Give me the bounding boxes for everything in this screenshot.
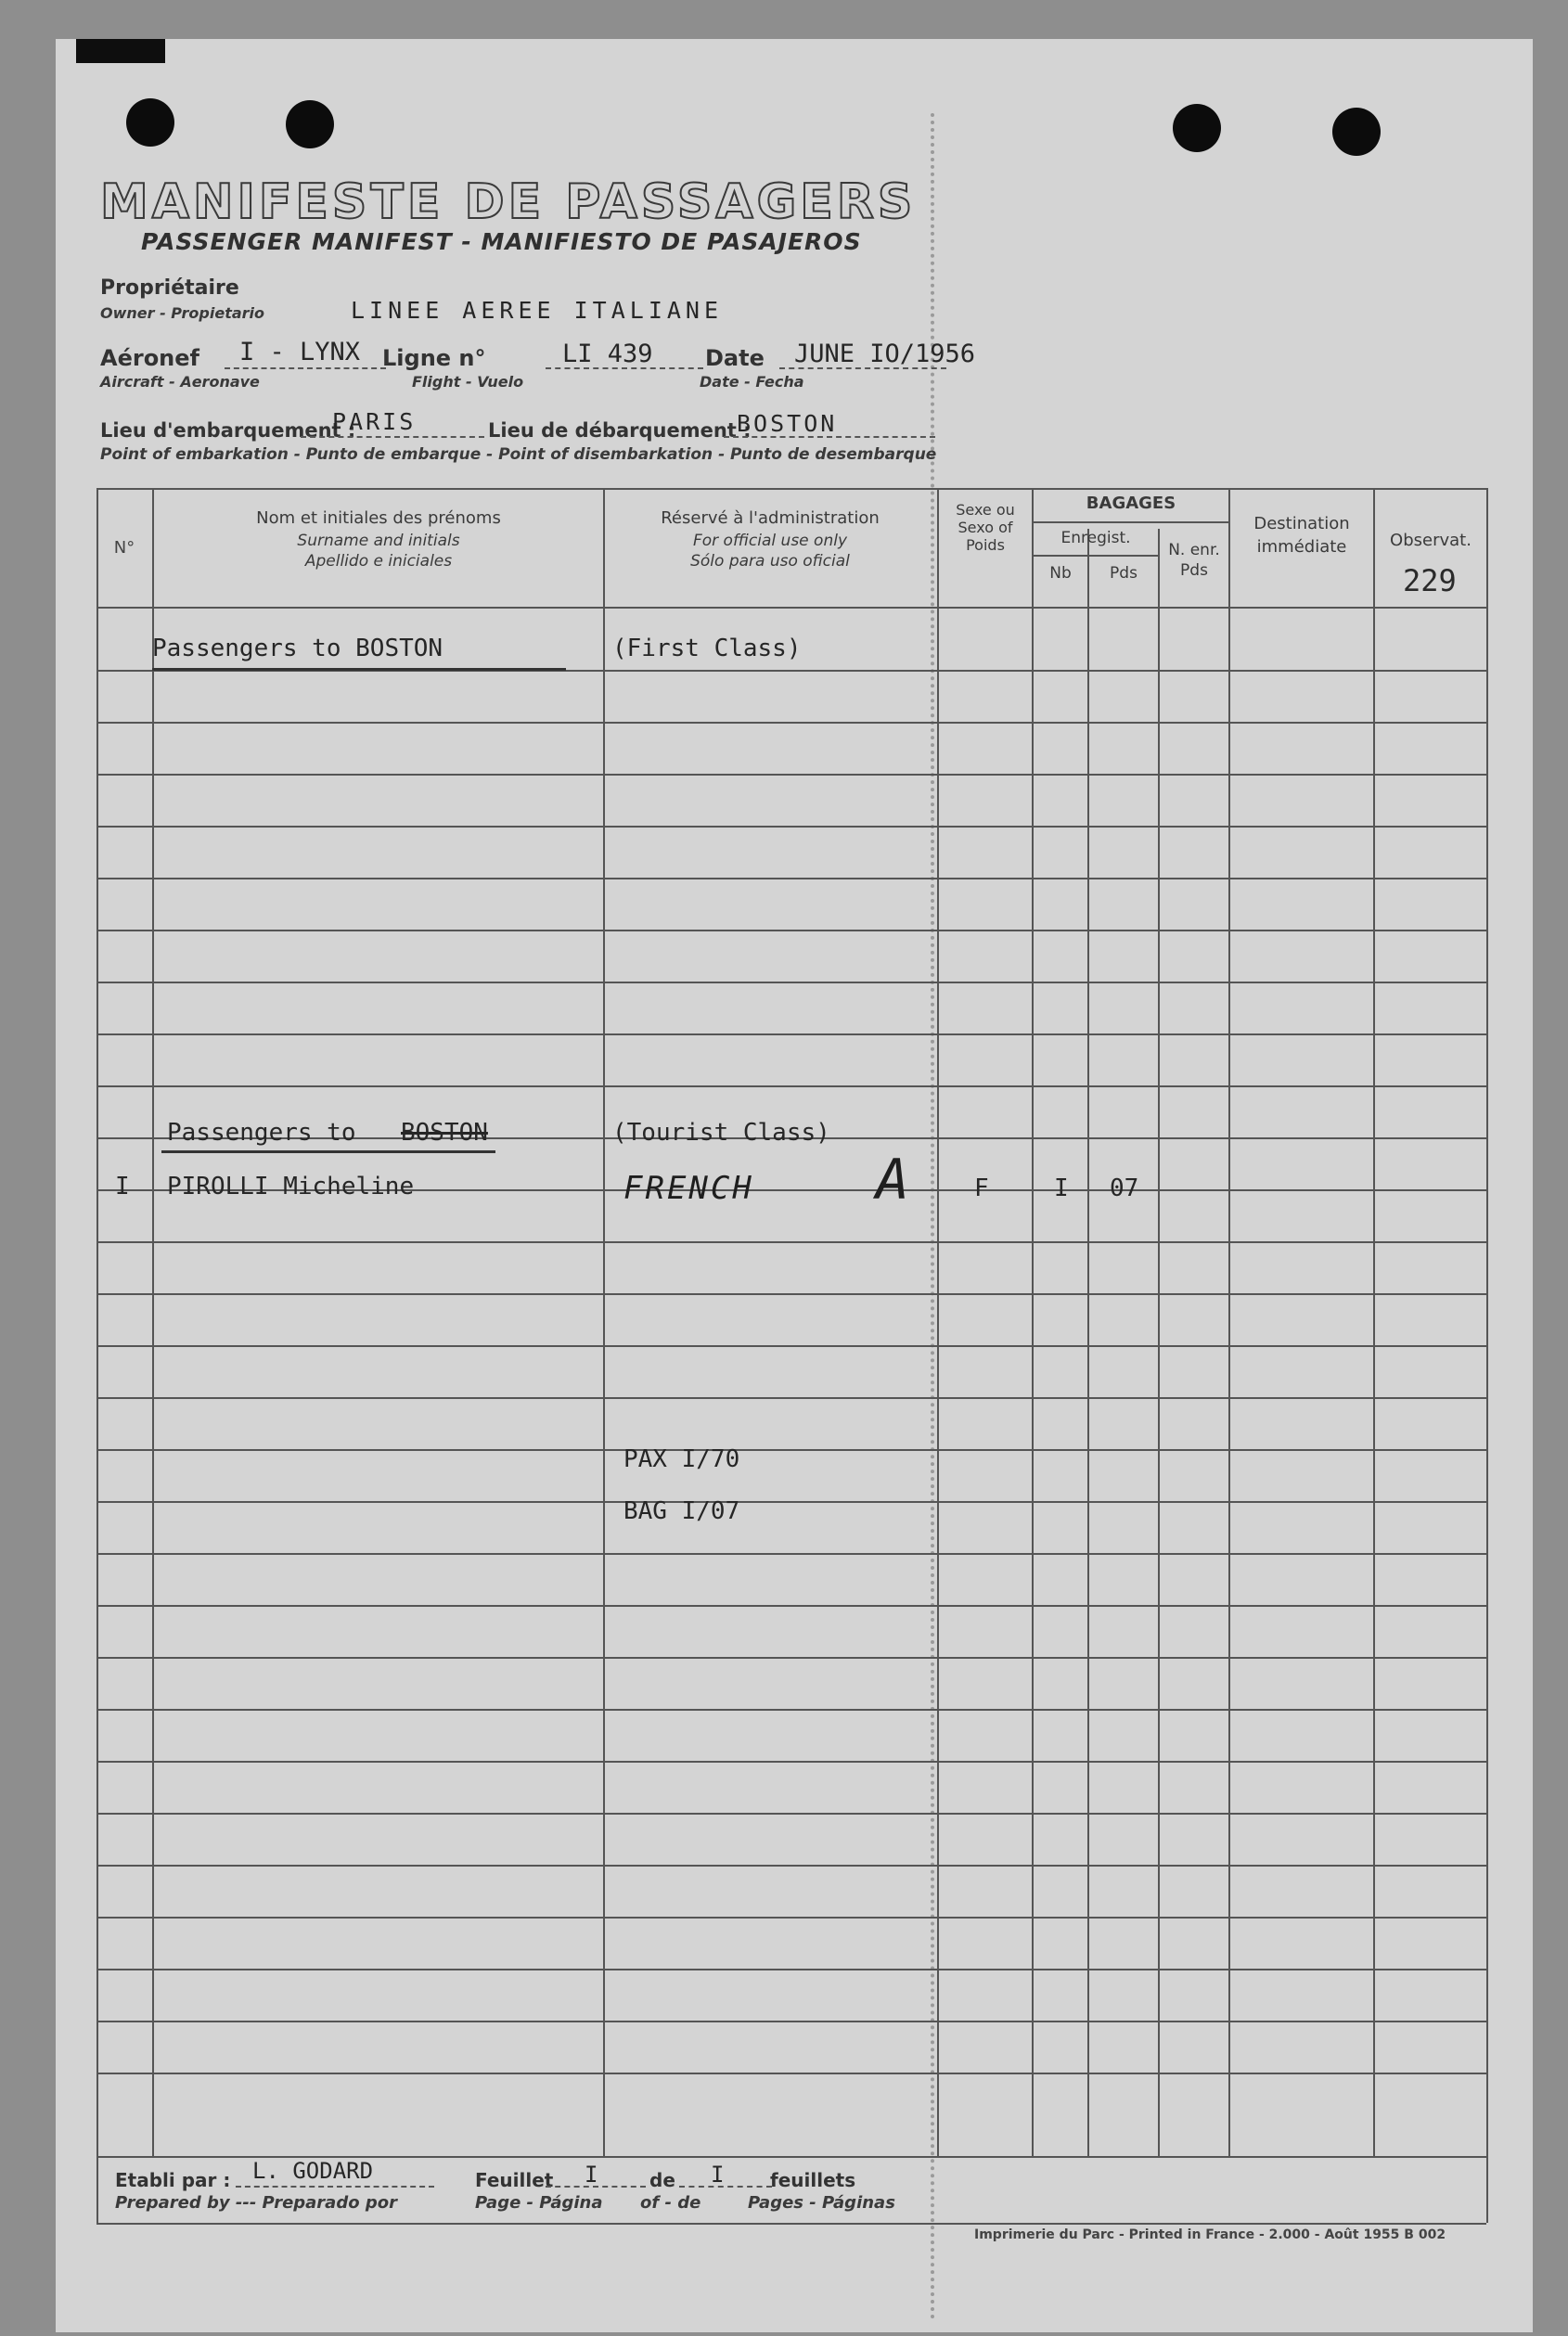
- table-border-left: [96, 488, 98, 2223]
- col-sep: [1228, 488, 1230, 2156]
- punch-hole-1-icon: [126, 98, 174, 147]
- row-line: [96, 2073, 1486, 2074]
- disembark-label: Lieu de débarquement :: [488, 419, 752, 442]
- of-label: de: [649, 2169, 675, 2191]
- col-no-header: N°: [113, 538, 135, 558]
- flight-value: LI 439: [562, 340, 653, 368]
- passenger-nationality: FRENCH: [623, 1170, 754, 1207]
- prepared-by-label: Etabli par :: [115, 2169, 231, 2191]
- row-line: [96, 1761, 1486, 1763]
- row-line: [96, 1709, 1486, 1711]
- aircraft-sub: Aircraft - Aeronave: [100, 373, 260, 391]
- date-value: JUNE IO/1956: [794, 340, 976, 368]
- date-sub: Date - Fecha: [700, 373, 804, 391]
- passenger-number: I: [115, 1173, 130, 1200]
- col-admin-header: Réservé à l'administration: [661, 508, 880, 528]
- col-name-sub2: Apellido e iniciales: [304, 552, 453, 571]
- date-label: Date: [705, 345, 765, 371]
- col-sep: [937, 488, 939, 2156]
- first-class-label: (First Class): [612, 635, 802, 662]
- manifest-page: [56, 39, 1533, 2332]
- col-obs-header: Observat.: [1390, 531, 1472, 550]
- punch-hole-3-icon: [1173, 104, 1221, 152]
- row-line: [96, 1605, 1486, 1607]
- page-value: I: [585, 2162, 598, 2188]
- col-sex-header: Sexe ou Sexo of Poids: [956, 501, 1015, 555]
- aircraft-value: I - LYNX: [239, 338, 361, 366]
- row-line: [96, 1865, 1486, 1867]
- col-sep: [152, 488, 154, 2156]
- row-line: [96, 982, 1486, 983]
- col-name-header: Nom et initiales des prénoms: [256, 508, 501, 528]
- col-ncar-header: N. enr. Pds: [1168, 541, 1220, 581]
- row-line: [96, 1345, 1486, 1347]
- row-line: [96, 1969, 1486, 1970]
- row-line: [96, 1293, 1486, 1295]
- col-admin-sub1: For official use only: [692, 532, 848, 550]
- disembark-value: BOSTON: [737, 410, 838, 437]
- row-line: [96, 1813, 1486, 1815]
- row-line: [96, 1553, 1486, 1555]
- pax-total: PAX I/70: [623, 1445, 740, 1473]
- bag-total: BAG I/07: [623, 1497, 740, 1525]
- passenger-name: PIROLLI Micheline: [167, 1173, 415, 1200]
- first-class-heading: Passengers to BOSTON: [152, 635, 443, 662]
- observation-number: 229: [1403, 563, 1457, 598]
- flight-sub: Flight - Vuelo: [412, 373, 524, 391]
- row-line: [96, 1449, 1486, 1451]
- table-border-bottom: [96, 2223, 1486, 2225]
- passenger-bag-weight: 07: [1110, 1174, 1139, 1202]
- prepared-by-value: L. GODARD: [252, 2158, 374, 2184]
- row-line: [96, 722, 1486, 724]
- row-line: [96, 878, 1486, 879]
- owner-sub: Owner - Propietario: [100, 304, 265, 322]
- row-line: [96, 930, 1486, 931]
- passenger-bag-count: I: [1054, 1174, 1069, 1202]
- of-value: I: [711, 2162, 725, 2188]
- pages-label: feuillets: [770, 2169, 856, 2191]
- passenger-mark: A: [876, 1148, 910, 1213]
- aircraft-label: Aéronef: [100, 345, 199, 371]
- col-bagages-header: BAGAGES: [1086, 494, 1176, 513]
- col-pds-header: Pds: [1110, 564, 1137, 583]
- table-border-top: [96, 488, 1486, 490]
- row-line: [96, 1241, 1486, 1243]
- row-line: [96, 1501, 1486, 1503]
- fold-line: [931, 113, 934, 2321]
- punch-hole-2-icon: [286, 100, 334, 148]
- page-title: MANIFESTE DE PASSAGERS: [100, 174, 917, 230]
- embark-label: Lieu d'embarquement :: [100, 419, 356, 442]
- col-enreg-header: Enregist.: [1060, 529, 1131, 547]
- col-admin-sub2: Sólo para uso oficial: [690, 552, 850, 571]
- row-line: [96, 2021, 1486, 2022]
- col-sep: [1373, 488, 1375, 2156]
- col-sep: [603, 488, 605, 2156]
- embark-value: PARIS: [332, 408, 417, 435]
- passenger-sex: F: [974, 1174, 989, 1202]
- col-name-sub1: Surname and initials: [297, 532, 460, 550]
- page-subtitle: PASSENGER MANIFEST - MANIFIESTO DE PASAJEROS: [141, 228, 862, 255]
- bagages-divider: [1032, 521, 1228, 523]
- table-header-bottom: [96, 607, 1486, 609]
- ink-blot: [76, 39, 165, 63]
- row-line: [96, 1657, 1486, 1659]
- row-line: [96, 774, 1486, 776]
- row-line: [96, 826, 1486, 828]
- table-border-right: [1486, 488, 1488, 2223]
- enreg-divider: [1032, 555, 1158, 557]
- punch-hole-4-icon: [1332, 108, 1381, 156]
- col-dest-header: Destination immédiate: [1253, 514, 1350, 558]
- tourist-class-heading: Passengers to: [167, 1119, 356, 1147]
- col-sep: [1032, 488, 1034, 2156]
- page-label: Feuillet: [475, 2169, 554, 2191]
- page-sub: Page - Página: [475, 2193, 603, 2213]
- owner-value: LINEE AEREE ITALIANE: [351, 297, 724, 324]
- row-line: [96, 1917, 1486, 1919]
- owner-label: Propriétaire: [100, 276, 239, 300]
- tourist-class-label: (Tourist Class): [612, 1119, 830, 1147]
- of-sub: of - de: [640, 2193, 701, 2213]
- prepared-by-sub: Prepared by --- Preparado por: [115, 2193, 397, 2213]
- col-nb-header: Nb: [1049, 564, 1072, 583]
- flight-label: Ligne n°: [382, 345, 486, 371]
- points-sub: Point of embarkation - Punto de embarque - Point of disembarkation - Punto de desembarque: [100, 445, 937, 464]
- row-line: [96, 1397, 1486, 1399]
- row-line: [96, 1033, 1486, 1035]
- pages-sub: Pages - Páginas: [748, 2193, 895, 2213]
- row-line: [96, 1085, 1486, 1087]
- struck-destination: BOSTON: [401, 1119, 488, 1147]
- printer-line: Imprimerie du Parc - Printed in France - 2.000 - Août 1955 B 002: [974, 2227, 1446, 2242]
